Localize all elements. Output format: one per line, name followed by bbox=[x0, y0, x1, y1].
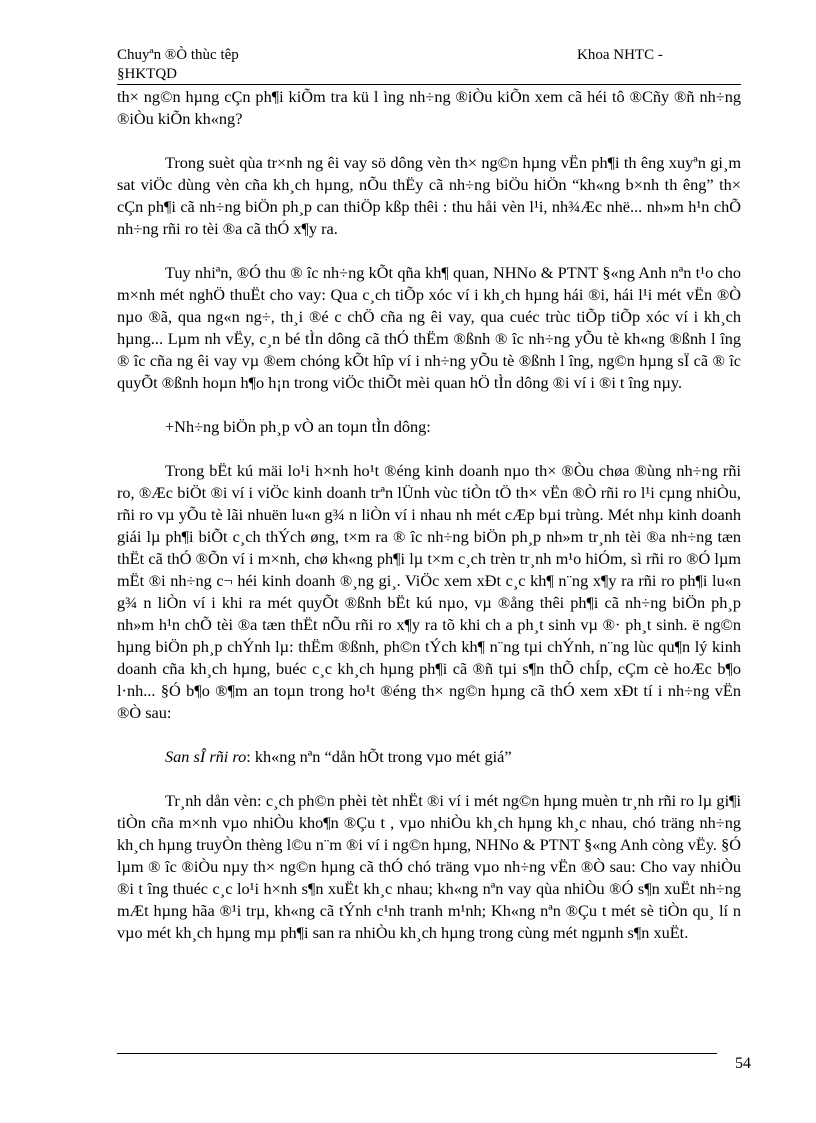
paragraph-with-italic-lead bbox=[117, 746, 741, 768]
header-right: Khoa NHTC - bbox=[577, 47, 663, 63]
paragraph-text: kh«ng nªn “dån hÕt trong vµo mét giá” bbox=[254, 747, 512, 766]
header-subtitle: §HKTQD bbox=[117, 66, 177, 82]
section-heading: +Nh÷ng biÖn ph¸p vÒ an toµn tÌn dông: bbox=[165, 417, 431, 436]
header-divider bbox=[117, 84, 741, 85]
header-left bbox=[117, 46, 317, 84]
italic-lead-colon: : bbox=[246, 747, 255, 766]
paragraph: th× ng©n hµng cÇn ph¶i kiÕm tra kü l ìng nh÷ng ®iÒu kiÕn xem cã héi tô ®Cñy ®ñ nh÷ng ®iÒu kiÕn kh«ng? bbox=[117, 87, 741, 128]
header-title: Chuyªn ®Ò thùc têp bbox=[117, 47, 239, 63]
italic-lead: San sÎ rñi ro bbox=[165, 747, 247, 766]
page-number: 54 bbox=[735, 1055, 751, 1072]
paragraph: Tuy nhiªn, ®Ó thu ® îc nh÷ng kÕt qña kh¶ quan, NHNo & PTNT §«ng Anh nªn t¹o cho m×nh mét nghÖ thuËt cho vay: Qua c¸ch tiÕp xóc ví i kh¸ch hµng hái ®i, hái l¹i mét vËn ®Ò nµo ®ã, qua ng«n ng÷, th¸i ®é c chÖ cña ng êi vay, qua cuéc trùc tiÕp tiÕp xóc ví i kh¸ch hµng... Lµm nh vËy, c¸n bé tÌn dông cã thÓ thËm ®ßnh ® îc nh÷ng yÕu tè kh«ng ®ßnh l îng ® îc cña ng êi vay vµ ®em chóng kÕt hîp ví i nh÷ng yÕu tè ®ßnh l îng, ng©n hµng sÏ cã ® îc quyÕt ®ßnh hoµn h¶o h¡n trong viÖc thiÕt mèi quan hÖ tÌn dông ®i ví i ®i t îng nµy. bbox=[117, 263, 741, 392]
paragraph: Tr¸nh dån vèn: c¸ch ph©n phèi tèt nhËt ®i ví i mét ng©n hµng muèn tr¸nh rñi ro lµ gi¶i tiÒn cña m×nh vµo nhiÒu kho¶n ®Çu t , vµo nhiÒu kh¸ch hµng kh¸c nhau, chó träng nh÷ng kh¸ch hµng truyÒn thèng l©u n¨m ®i ví i ng©n hµng, NHNo & PTNT §«ng Anh còng vËy. §Ó lµm ® îc ®iÒu nµy th× ng©n hµng cã thÓ chó träng vµo nh÷ng vËn ®Ò sau: Cho vay nhiÒu ®i t îng thuéc c¸c lo¹i h×nh s¶n xuËt kh¸c nhau; kh«ng nªn vay qùa nhiÒu ®Ó s¶n xuËt nh÷ng mÆt hµng hãa ®¹i trµ, kh«ng cã tÝnh c¹nh tranh m¹nh; Kh«ng nªn ®Çu t mét sè tiÒn qu¸ lí n vµo mét kh¸ch hµng mµ ph¶i san ra nhiÒu kh¸ch hµng trong cùng mét ngµnh s¶n xuËt. bbox=[117, 791, 741, 942]
paragraph: Trong suèt qùa tr×nh ng êi vay sö dông vèn th× ng©n hµng vËn ph¶i th êng xuyªn gi¸m sat viÖc dùng vèn cña kh¸ch hµng, nÕu thËy cã nh÷ng biÖu hiÖn “kh«ng b×nh th êng” th× cÇn ph¶i cã nh÷ng biÖn ph¸p can thiÖp kßp thêi : thu håi vèn l¹i, nh¾Æc nhë... nh»m h¹n chÕ nh÷ng rñi ro tèi ®a cã thÓ x¶y ra. bbox=[117, 153, 741, 238]
document-body bbox=[117, 86, 741, 944]
paragraph: Trong bËt kú mäi lo¹i h×nh ho¹t ®éng kinh doanh nµo th× ®Òu chøa ®ùng nh÷ng rñi ro, ®Æc biÖt ®i ví i viÖc kinh doanh trªn lÜnh vùc tiÒn tÖ th× vËn ®Ò rñi ro l¹i cµng nhiÒu, rñi ro vµ yÕu tè lãi nhuën lu«n g¾ n liÒn ví i nhau nh mét cÆp bµi trùng. Mét nhµ kinh doanh giái lµ ph¶i biÕt c¸ch thÝch øng, t×m ra ® îc nh÷ng biÖn ph¸p nh»m tr¸nh tèi ®a nh÷ng tæn thËt cã thÓ ®Õn ví i m×nh, chø kh«ng ph¶i lµ t×m c¸ch trèn tr¸nh m¹o hiÓm, sì rñi ro ®Ó lµm mËt ®i nh÷ng c¬ héi kinh doanh ®¸ng gi¸. ViÖc xem xÐt c¸c kh¶ n¨ng x¶y ra rñi ro ph¶i lu«n g¾ n liÒn ví i khi ra mét quyÕt ®ßnh bËt kú nµo, vµ ®ång thêi ph¶i cã nh÷ng biÖn ph¸p nh»m h¹n chÕ tèi ®a tæn thËt nÕu rñi ro x¶y ra tõ khi ch a ph¸t sinh vµ ®· ph¸t sinh. ë ng©n hµng biÖn ph¸p chÝnh lµ: thËm ®ßnh, ph©n tÝch kh¶ n¨ng tµi chÝnh, n¨ng lùc qu¶n lý kinh doanh cña kh¸ch hµng, buéc c¸c kh¸ch hµng ph¶i cã ®ñ tµi s¶n thÕ chÍp, cÇm cè hoÆc b¶o l·nh... §Ó b¶o ®¶m an toµn trong ho¹t ®éng th× ng©n hµng cã thÓ xem xÐt tí i nh÷ng vËn ®Ò sau: bbox=[117, 461, 741, 722]
footer-divider bbox=[117, 1053, 717, 1054]
